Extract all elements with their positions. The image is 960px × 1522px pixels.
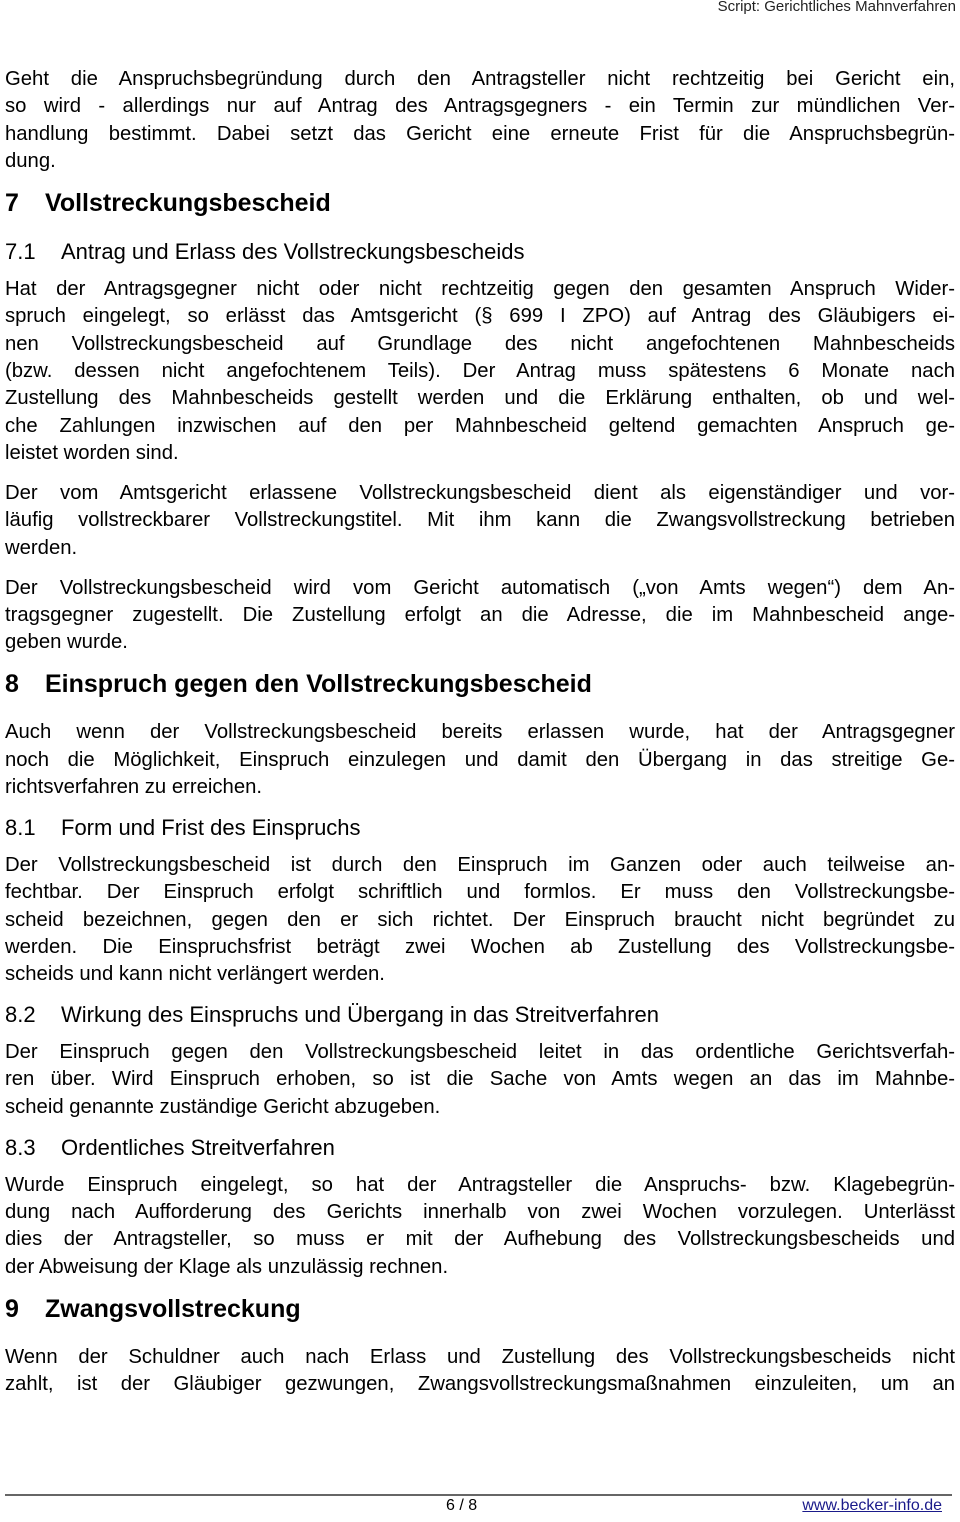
text-line: scheid bezeichnen, gegen den er sich richtet. Der Einspruch braucht nicht begründet zu [5,908,955,931]
footer-link[interactable]: www.becker-info.de [802,1497,942,1514]
subsection-heading [5,814,955,842]
text-line: Der Vollstreckungsbescheid ist durch den Einspruch im Ganzen oder auch teilweise an- [5,854,955,876]
heading-number: 8.1 [5,815,36,840]
heading-number: 8 [5,670,19,699]
paragraph [5,575,955,657]
text-line: zahlt, ist der Gläubiger gezwungen, Zwangsvollstreckungsmaßnahmen einzuleiten, um an [5,1373,955,1396]
paragraph [5,1344,955,1399]
paragraph [5,719,955,801]
text-line: richtsverfahren zu erreichen. [5,776,263,799]
paragraph [5,852,955,988]
text-line: nen Vollstreckungsbescheid auf Grundlage des nicht angefochtenen Mahnbescheids [5,332,955,355]
text-line: Wenn der Schuldner auch nach Erlass und Zustellung des Vollstreckungsbescheids nicht [5,1345,955,1368]
section-heading [5,669,955,699]
heading-text: Form und Frist des Einspruchs [61,815,361,840]
text-line: Geht die Anspruchsbegründung durch den Antragsteller nicht rechtzeitig bei Gericht ein, [5,68,955,90]
heading-text: Antrag und Erlass des Vollstreckungsbescheids [61,239,525,265]
text-line: werden. Die Einspruchsfrist beträgt zwei Wochen ab Zustellung des Vollstreckungsbe- [5,935,955,958]
text-line: Hat der Antragsgegner nicht oder nicht rechtzeitig gegen den gesamten Anspruch Wider- [5,278,955,301]
paragraph [5,1039,955,1121]
heading-number: 7 [5,189,19,218]
text-line: dung nach Aufforderung des Gerichts innerhalb von zwei Wochen vorzulegen. Unterlässt [5,1201,955,1224]
text-line: fechtbar. Der Einspruch erfolgt schriftlich und formlos. Er muss den Vollstreckungsbe- [5,881,955,904]
footer-divider [5,1494,952,1496]
heading-text: Ordentliches Streitverfahren [61,1134,335,1160]
text-line: werden. [5,536,78,559]
text-line: der Abweisung der Klage als unzulässig rechnen. [5,1255,449,1278]
text-line: scheid genannte zuständige Gericht abzugeben. [5,1095,441,1118]
heading-number: 8.3 [5,1134,36,1160]
text-line: Der Vollstreckungsbescheid wird vom Gericht automatisch („von Amts wegen“) dem An- [5,576,955,599]
text-line: Zustellung des Mahnbescheids gestellt werden und die Erklärung enthalten, ob und wel- [5,387,955,410]
heading-text: Einspruch gegen den Vollstreckungsbescheid [45,670,592,699]
text-line: (bzw. dessen nicht angefochtenem Teils). Der Antrag muss spätestens 6 Monate nach [5,360,955,383]
text-line: Auch wenn der Vollstreckungsbescheid bereits erlassen wurde, hat der Antragsgegner [5,721,955,744]
heading-number: 9 [5,1294,19,1323]
heading-text: Wirkung des Einspruchs und Übergang in das Streitverfahren [61,1002,659,1028]
text-line: läufig vollstreckbarer Vollstreckungstitel. Mit ihm kann die Zwangsvollstreckung betrieben [5,509,955,532]
paragraph [5,276,955,467]
running-header: Script: Gerichtliches Mahnverfahren [717,0,956,15]
section-heading [5,1294,955,1324]
paragraph [5,1172,955,1281]
text-line: geben wurde. [5,631,128,654]
paragraph [5,66,955,175]
subsection-heading [5,1001,955,1029]
document-body [5,66,955,1411]
heading-number: 8.2 [5,1002,36,1028]
heading-text: Vollstreckungsbescheid [45,189,331,218]
subsection-heading [5,1134,955,1162]
heading-text: Zwangsvollstreckung [45,1294,301,1323]
text-line: so wird - allerdings nur auf Antrag des Antragsgegners - ein Termin zur mündlichen Ver- [5,95,955,118]
subsection-heading [5,238,955,266]
text-line: dung. [5,149,56,172]
text-line: scheids und kann nicht verlängert werden. [5,963,385,986]
paragraph [5,480,955,562]
text-line: che Zahlungen inzwischen auf den per Mahnbescheid geltend gemachten Anspruch ge- [5,414,955,437]
text-line: ren über. Wird Einspruch erhoben, so ist die Sache von Amts wegen an das im Mahnbe- [5,1068,955,1091]
section-heading [5,188,955,218]
text-line: leistet worden sind. [5,441,179,464]
text-line: noch die Möglichkeit, Einspruch einzulegen und damit den Übergang in das streitige Ge- [5,748,955,771]
text-line: Der Einspruch gegen den Vollstreckungsbescheid leitet in das ordentliche Gerichtsverfah- [5,1041,955,1064]
text-line: tragsgegner zugestellt. Die Zustellung erfolgt an die Adresse, die im Mahnbescheid ange- [5,603,955,626]
heading-number: 7.1 [5,239,36,265]
text-line: spruch eingelegt, so erlässt das Amtsgericht (§ 699 I ZPO) auf Antrag des Gläubigers ei- [5,305,955,328]
text-line: Der vom Amtsgericht erlassene Vollstreckungsbescheid dient als eigenständiger und vor- [5,481,955,504]
text-line: handlung bestimmt. Dabei setzt das Gericht eine erneute Frist für die Anspruchsbegrün- [5,122,955,145]
page-number: 6 / 8 [446,1497,478,1514]
text-line: dies der Antragsteller, so muss er mit der Aufhebung des Vollstreckungsbescheids und [5,1228,955,1251]
text-line: Wurde Einspruch eingelegt, so hat der Antragsteller die Anspruchs- bzw. Klagebegrün- [5,1173,955,1196]
